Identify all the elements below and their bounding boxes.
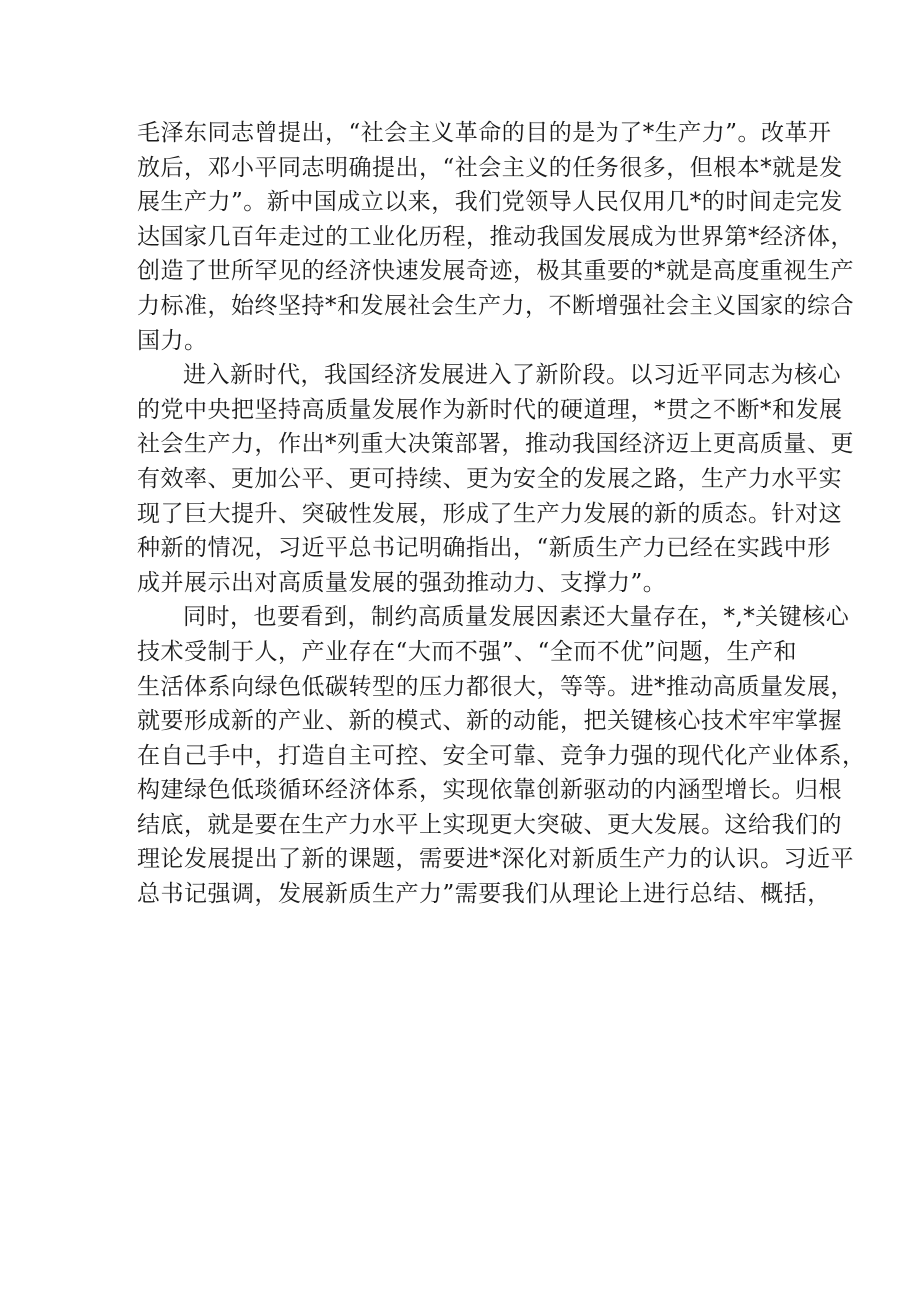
text-line: 毛泽东同志曾提出，“社会主义革命的目的是为了*生产力”。改革开 bbox=[137, 120, 832, 146]
text-line: 生活体系向绿色低碳转型的压力都很大，等等。进*推动高质量发展， bbox=[137, 673, 854, 700]
document-body bbox=[137, 116, 866, 912]
paragraph-2 bbox=[137, 358, 854, 600]
text-line: 的党中央把坚持高质量发展作为新时代的硬道理，*贯之不断*和发展 bbox=[137, 396, 843, 423]
text-line: 技术受制于人，产业存在“大而不强”、“全而不优”问题，生产和 bbox=[137, 638, 798, 665]
text-line: 达国家几百年走过的工业化历程，推动我国发展成为世界第*经济体， bbox=[137, 223, 854, 250]
text-line: 在自己手中，打造自主可控、安全可靠、竞争力强的现代化产业体系， bbox=[137, 742, 866, 769]
text-line: 成并展示出对高质量发展的强劲推动力、支撑力”。 bbox=[137, 569, 667, 596]
text-line: 种新的情况，习近平总书记明确指出，“新质生产力已经在实践中形 bbox=[137, 535, 831, 562]
text-line: 放后，邓小平同志明确提出，“社会主义的任务很多，但根本*就是发 bbox=[137, 154, 843, 181]
text-line: 展生产力”。新中国成立以来，我们党领导人民仅用几*的时间走完发 bbox=[137, 189, 843, 216]
text-line: 有效率、更加公平、更可持续、更为安全的发展之路，生产力水平实 bbox=[137, 465, 842, 492]
text-line: 国力。 bbox=[137, 327, 208, 354]
text-line: 结底，就是要在生产力水平上实现更大突破、更大发展。这给我们的 bbox=[137, 811, 842, 838]
text-line: 理论发展提出了新的课题，需要进*深化对新质生产力的认识。习近平 bbox=[137, 846, 854, 873]
text-line: 创造了世所罕见的经济快速发展奇迹，极其重要的*就是高度重视生产 bbox=[137, 258, 854, 285]
text-line: 总书记强调，发展新质生产力”需要我们从理论上进行总结、概括， bbox=[137, 881, 831, 908]
text-line: 社会生产力，作出*列重大决策部署，推动我国经济迈上更高质量、更 bbox=[137, 431, 854, 458]
paragraph-3 bbox=[137, 600, 866, 911]
text-line: 力标准，始终坚持*和发展社会生产力，不断增强社会主义国家的综合 bbox=[137, 292, 854, 319]
paragraph-1 bbox=[137, 116, 854, 358]
text-line: 同时，也要看到，制约高质量发展因素还大量存在，*,*关键核心 bbox=[183, 604, 850, 631]
text-line: 构建绿色低琰循环经济体系，实现依靠创新驱动的内涵型增长。归根 bbox=[137, 777, 842, 804]
text-line: 现了巨大提升、突破性发展，形成了生产力发展的新的质态。针对这 bbox=[137, 500, 842, 527]
text-line: 进入新时代，我国经济发展进入了新阶段。以习近平同志为核心 bbox=[183, 362, 841, 389]
text-line: 就要形成新的产业、新的模式、新的动能，把关键核心技术牢牢掌握 bbox=[137, 708, 842, 735]
